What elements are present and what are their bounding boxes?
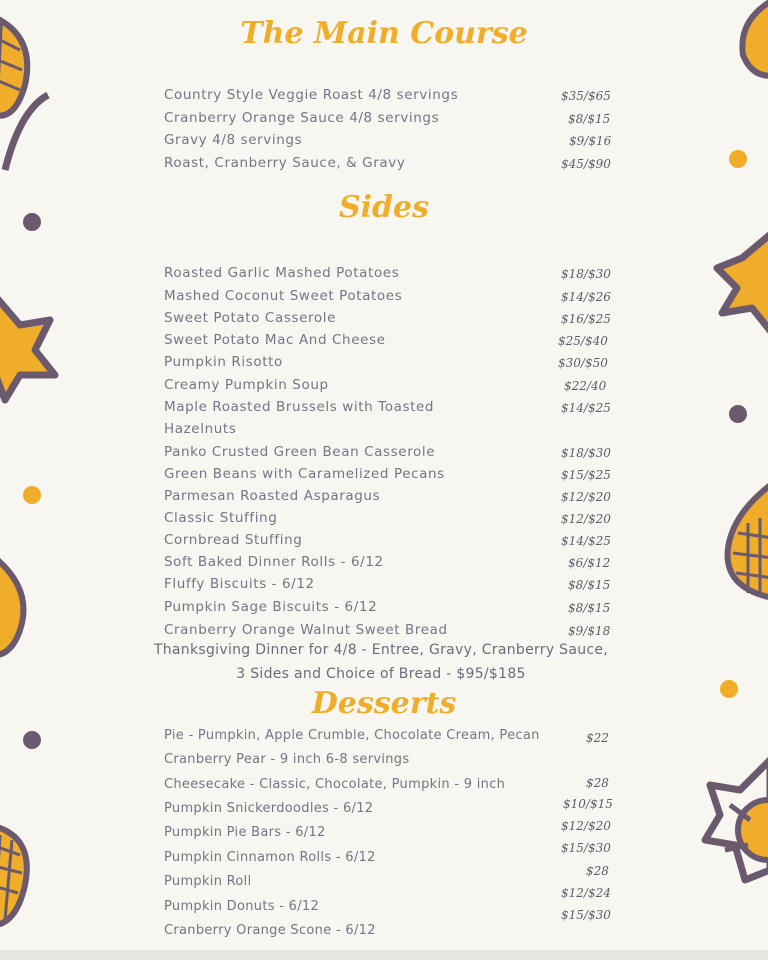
sides-heading: Sides [338, 190, 429, 225]
dessert-item-name: Pumpkin Donuts - 6/12 [164, 899, 320, 914]
menu-item-price: $22/40 [564, 379, 607, 393]
menu-item-price: $6/$12 [568, 556, 611, 570]
menu-item-price: $18/$30 [561, 267, 611, 281]
dessert-item-name: Pumpkin Roll [164, 874, 252, 889]
menu-item-name: Fluffy Biscuits - 6/12 [164, 576, 315, 592]
dessert-price: $10/$15 [563, 797, 613, 811]
menu-item-price: $14/$25 [561, 401, 611, 415]
menu-item-name: Parmesan Roasted Asparagus [164, 488, 381, 504]
menu-item-name: Cranberry Orange Sauce 4/8 servings [164, 110, 440, 126]
dessert-price: $28 [586, 864, 609, 878]
menu-item-name: Classic Stuffing [164, 510, 278, 526]
menu-item-price: $35/$65 [561, 89, 611, 103]
menu-item-price: $8/$15 [568, 601, 611, 615]
menu-item-price: $12/$20 [561, 512, 611, 526]
thanksgiving-dinner-note: Thanksgiving Dinner for 4/8 - Entree, Gravy, Cranberry Sauce, 3 Sides and Choice of Bread - $95/$185 [153, 642, 609, 682]
desserts-heading: Desserts [311, 686, 457, 721]
menu-item-name: Mashed Coconut Sweet Potatoes [164, 288, 403, 304]
menu-item-name: Pumpkin Risotto [164, 354, 283, 370]
menu-item-price: $12/$20 [561, 490, 611, 504]
menu-item-price: $16/$25 [561, 312, 611, 326]
dessert-item-name: Cranberry Orange Scone - 6/12 [164, 923, 376, 938]
menu-item-name: Soft Baked Dinner Rolls - 6/12 [164, 554, 384, 570]
dessert-price: $12/$24 [561, 886, 611, 900]
flower-icon [700, 750, 768, 900]
main-course-heading: The Main Course [240, 16, 528, 51]
menu-item-name: Creamy Pumpkin Soup [164, 377, 329, 393]
maple-leaf-icon [712, 228, 768, 338]
menu-item-price: $25/$40 [558, 334, 608, 348]
acorn-icon [0, 815, 40, 935]
dessert-price: $12/$20 [561, 819, 611, 833]
dessert-item-name: Cranberry Pear - 9 inch 6-8 servings [164, 752, 410, 767]
dessert-price: $22 [586, 731, 609, 745]
dessert-item-name: Cheesecake - Classic, Chocolate, Pumpkin - 9 inch [164, 777, 506, 792]
menu-item-price: $8/$15 [568, 578, 611, 592]
dot-icon [729, 405, 747, 423]
menu-item-price: $15/$25 [561, 468, 611, 482]
menu-item-name: Country Style Veggie Roast 4/8 servings [164, 87, 459, 103]
dessert-item-name: Pumpkin Snickerdoodles - 6/12 [164, 801, 374, 816]
menu-item-price: $18/$30 [561, 446, 611, 460]
stem-icon [0, 90, 60, 180]
dot-icon [23, 731, 41, 749]
menu-item-name: Sweet Potato Casserole [164, 310, 336, 326]
maple-leaf-icon [0, 280, 60, 410]
acorn-icon [718, 478, 768, 608]
menu-item-name: Gravy 4/8 servings [164, 132, 303, 148]
menu-item-price: $14/$25 [561, 534, 611, 548]
menu-item-price: $14/$26 [561, 290, 611, 304]
dessert-price: $15/$30 [561, 841, 611, 855]
menu-item-price: $8/$15 [568, 112, 611, 126]
leaf-icon [0, 545, 40, 665]
menu-item-price: $45/$90 [561, 157, 611, 171]
bottom-border [0, 950, 768, 960]
dessert-item-name: Pie - Pumpkin, Apple Crumble, Chocolate Cream, Pecan [164, 728, 540, 743]
menu-item-price: $30/$50 [558, 356, 608, 370]
menu-item-name: Roasted Garlic Mashed Potatoes [164, 265, 400, 281]
menu-item-name: Maple Roasted Brussels with Toasted [164, 399, 435, 415]
dot-icon [729, 150, 747, 168]
menu-item-price: $9/$16 [569, 134, 612, 148]
menu-item-name: Sweet Potato Mac And Cheese [164, 332, 386, 348]
menu-item-name: Hazelnuts [164, 421, 237, 437]
menu-item-name: Panko Crusted Green Bean Casserole [164, 444, 436, 460]
menu-item-name: Green Beans with Caramelized Pecans [164, 466, 445, 482]
menu-item-name: Cranberry Orange Walnut Sweet Bread [164, 622, 448, 638]
dessert-item-name: Pumpkin Pie Bars - 6/12 [164, 825, 326, 840]
menu-item-name: Roast, Cranberry Sauce, & Gravy [164, 155, 406, 171]
menu-item-name: Cornbread Stuffing [164, 532, 303, 548]
dot-icon [23, 486, 41, 504]
menu-item-price: $9/$18 [568, 624, 611, 638]
dessert-item-name: Pumpkin Cinnamon Rolls - 6/12 [164, 850, 376, 865]
menu-item-name: Pumpkin Sage Biscuits - 6/12 [164, 599, 378, 615]
dessert-price: $28 [586, 776, 609, 790]
dessert-price: $15/$30 [561, 908, 611, 922]
